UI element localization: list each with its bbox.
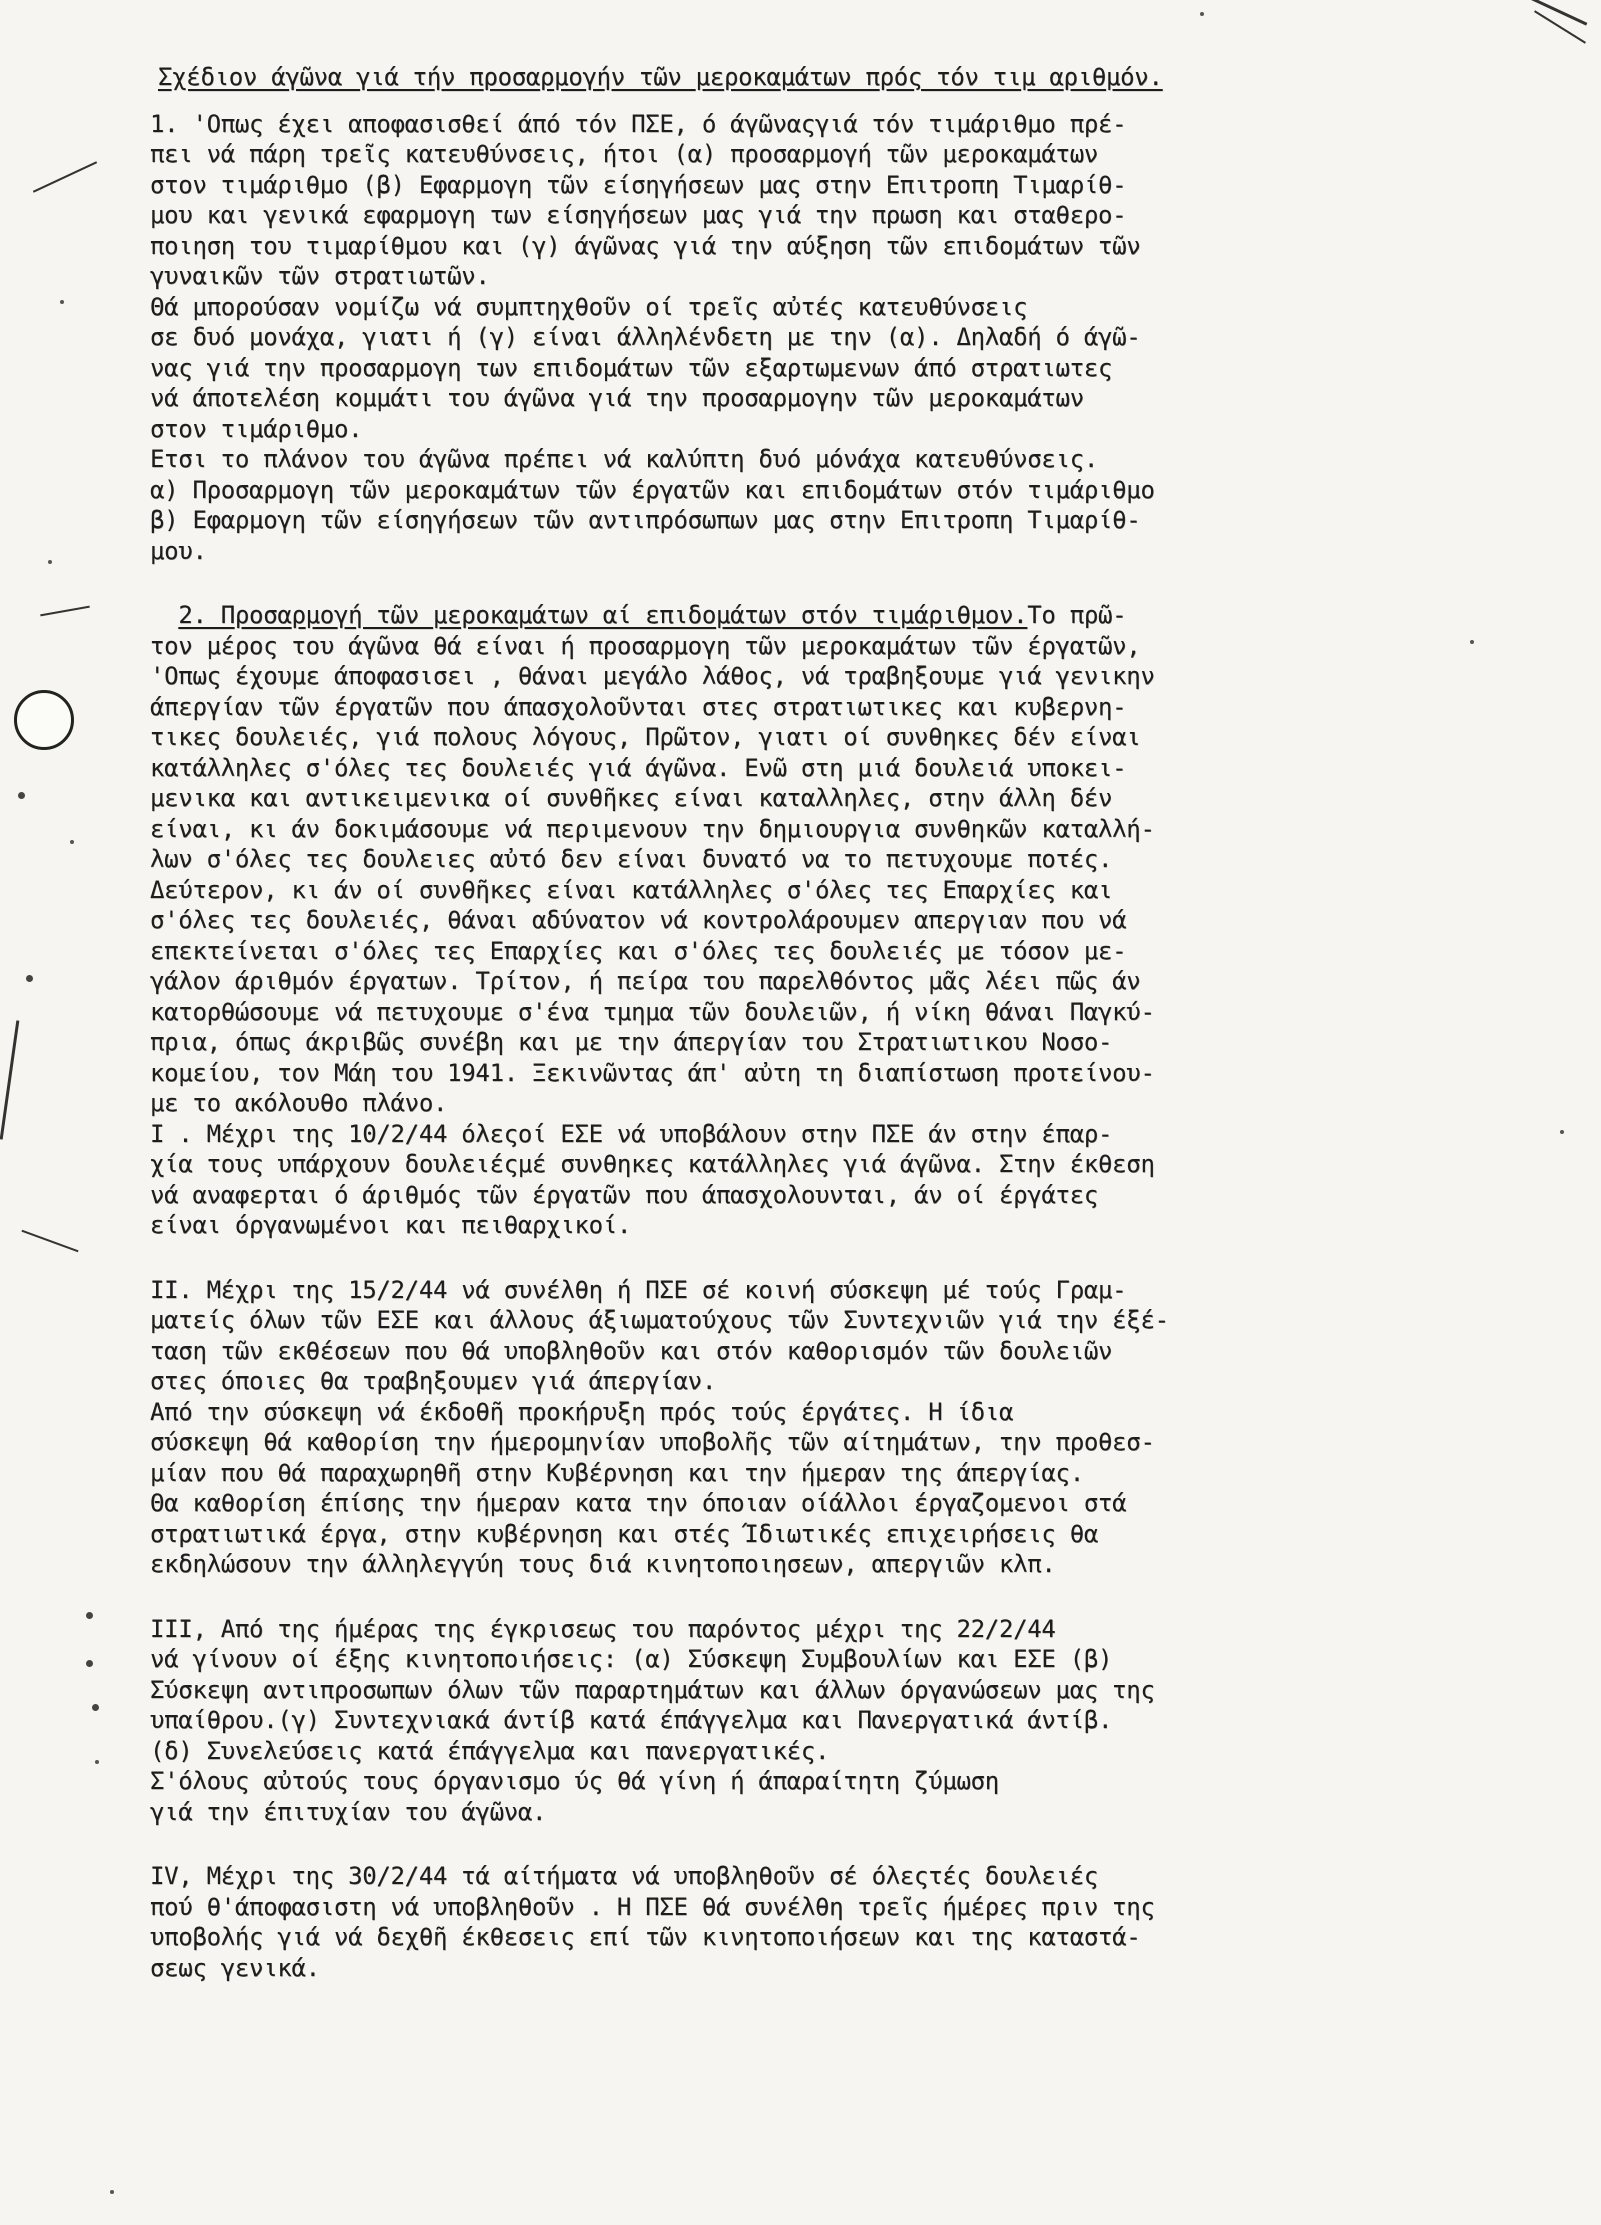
text-line: 'Οπως έχουμε άποφασισει , θάναι μεγάλο λάθος, νά τραβηξουμε γιά γενικην	[150, 662, 1155, 690]
margin-speck	[60, 300, 64, 304]
text-line: Από την σύσκεψη νά έκδοθῆ προκήρυξη πρός τούς έργάτες. Η ίδια	[150, 1397, 1014, 1426]
text-line: ποιηση του τιμαρίθμου και (γ) άγῶνας γιά την αύξηση τῶν επιδομάτων τῶν	[150, 231, 1141, 260]
text-line: πού θ'άποφασιστη νά υποβληθοῦν . Η ΠΣΕ θά συνέλθη τρεῖς ήμέρες πριν της	[150, 1892, 1155, 1921]
document-body	[150, 62, 1545, 1983]
text-line: 1. 'Οπως έχει αποφασισθεί άπό τόν ΠΣΕ, ό άγῶναςγιά τόν τιμάριθμο πρέ-	[150, 109, 1127, 138]
text-line: Θά μπορούσαν νομίζω νά συμπτηχθοῦν οί τρεῖς αὐτές κατευθύνσεις	[150, 292, 1028, 321]
text-line: σ'όλες τες δουλειές, θάναι αδύνατον νά κοντρολάρουμεν απεργιαν που νά	[150, 906, 1127, 934]
text-line: τον μέρος του άγῶνα θά είναι ή προσαρμογη τῶν μεροκαμάτων τῶν έργατῶν,	[150, 631, 1141, 660]
margin-speck	[48, 560, 52, 564]
punch-hole-mark	[14, 690, 74, 750]
text-line: (δ) Συνελεύσεις κατά έπάγγελμα και πανεργατικές.	[150, 1736, 830, 1765]
margin-stroke	[1534, 10, 1586, 43]
text-line: β) Εφαρμογη τῶν είσηγήσεων τῶν αντιπρόσωπων μας στην Επιτροπη Τιμαρίθ-	[150, 506, 1141, 534]
text-line: νά γίνουν οί έξης κινητοποιήσεις: (α) Σύσκεψη Συμβουλίων και ΕΣΕ (β)	[150, 1645, 1113, 1673]
text-line: σεως γενικά.	[150, 1953, 320, 1982]
text-line: σε δυό μονάχα, γιατι ή (γ) είναι άλληλένδετη με την (α). Δηλαδή ό άγῶ-	[150, 323, 1141, 351]
text-line: ταση τῶν εκθέσεων που θά υποβληθοῦν και στόν καθορισμόν τῶν δουλειῶν	[150, 1336, 1113, 1365]
margin-speck	[70, 840, 74, 844]
text-line: γυναικῶν τῶν στρατιωτῶν.	[150, 262, 490, 290]
text-line: μίαν που θά παραχωρηθῆ στην Κυβέρνηση και την ήμεραν της άπεργίας.	[150, 1458, 1084, 1487]
text-line: στρατιωτικά έργα, στην κυβέρνηση και στές Ίδιωτικές επιχειρήσεις θα	[150, 1519, 1098, 1548]
margin-dot	[26, 975, 33, 982]
text-line: εκδηλώσουν την άλληλεγγύη τους διά κινητοποιησεων, απεργιῶν κλπ.	[150, 1550, 1056, 1578]
section-1	[150, 109, 1545, 567]
margin-stroke	[40, 606, 90, 617]
text-line: γάλον άριθμόν έργατων. Τρίτον, ή πείρα του παρελθόντος μᾶς λέει πῶς άν	[150, 967, 1141, 995]
text-line: υποβολής γιά νά δεχθῆ έκθεσεις επί τῶν κινητοποιήσεων και της καταστά-	[150, 1923, 1141, 1951]
text-line: νά άποτελέση κομμάτι του άγῶνα γιά την προσαρμογην τῶν μεροκαμάτων	[150, 384, 1084, 412]
item-ii	[150, 1275, 1545, 1580]
text-line: επεκτείνεται σ'όλες τες Επαρχίες και σ'όλες τες δουλειές με τόσον με-	[150, 936, 1127, 965]
text-line: II. Μέχρι της 15/2/44 νά συνέλθη ή ΠΣΕ σέ κοινή σύσκεψη μέ τούς Γραμ-	[150, 1275, 1127, 1304]
text-line: μενικα και αντικειμενικα οί συνθῆκες είναι καταλληλες, στην άλλη δέν	[150, 784, 1113, 812]
text-line: νά αναφερται ό άριθμός τῶν έργατῶν που άπασχολουνται, άν οί έργάτες	[150, 1180, 1098, 1209]
margin-stroke	[21, 1230, 78, 1252]
text-line: Σύσκεψη αντιπροσωπων όλων τῶν παραρτημάτων και άλλων όργανώσεων μας της	[150, 1675, 1155, 1704]
margin-speck	[110, 2190, 114, 2194]
text-line: με το ακόλουθο πλάνο.	[150, 1089, 448, 1117]
text-line: τικες δουλειές, γιά πολους λόγους, Πρῶτον, γιατι οί συνθηκες δέν είναι	[150, 723, 1141, 751]
section-2	[150, 600, 1545, 1119]
text-line: στον τιμάριθμο.	[150, 414, 363, 443]
item-i	[150, 1119, 1545, 1241]
text-line: υπαίθρου.(γ) Συντεχνιακά άντίβ κατά έπάγγελμα και Πανεργατικά άντίβ.	[150, 1706, 1113, 1734]
margin-stroke	[33, 161, 97, 192]
text-line: είναι όργανωμένοι και πειθαρχικοί.	[150, 1211, 632, 1239]
item-iv	[150, 1861, 1545, 1983]
margin-dot	[18, 792, 25, 799]
text-line: είναι, κι άν δοκιμάσουμε νά περιμενουν την δημιουργια συνθηκῶν καταλλή-	[150, 814, 1155, 843]
text-line: I . Μέχρι της 10/2/44 όλεςοί ΕΣΕ νά υποβάλουν στην ΠΣΕ άν στην έπαρ-	[150, 1119, 1113, 1148]
text-line: στες όποιες θα τραβηξουμεν γιά άπεργίαν.	[150, 1367, 716, 1395]
margin-dot	[86, 1612, 93, 1619]
text-line: Δεύτερον, κι άν οί συνθῆκες είναι κατάλληλες σ'όλες τες Επαρχίες και	[150, 875, 1113, 904]
text-line: νας γιά την προσαρμογη των επιδομάτων τῶν εξαρτωμενων άπό στρατιωτες	[150, 353, 1113, 382]
text-line: III, Από της ήμέρας της έγκρισεως του παρόντος μέχρι της 22/2/44	[150, 1614, 1056, 1643]
text-line: σύσκεψη θά καθορίση την ήμερομηνίαν υποβολῆς τῶν αίτημάτων, την προθεσ-	[150, 1428, 1155, 1456]
text-line: γιά την έπιτυχίαν του άγῶνα.	[150, 1797, 547, 1826]
text-line: λων σ'όλες τες δουλειες αὐτό δεν είναι δυνατό να το πετυχουμε ποτές.	[150, 845, 1113, 873]
text-line: πει νά πάρη τρεῖς κατευθύνσεις, ήτοι (α) προσαρμογή τῶν μεροκαμάτων	[150, 140, 1098, 168]
margin-dot	[86, 1660, 93, 1667]
text-line: μου.	[150, 536, 207, 565]
text-line: μου και γενικά εφαρμογη των είσηγήσεων μας γιά την πρωση και σταθερο-	[150, 201, 1127, 229]
text-line: Σ'όλους αὐτούς τους όργανισμο ύς θά γίνη ή άπαραίτητη ζύμωση	[150, 1767, 999, 1795]
item-iii	[150, 1614, 1545, 1828]
text-line: IV, Μέχρι της 30/2/44 τά αίτήματα νά υποβληθοῦν σέ όλεςτές δουλειές	[150, 1862, 1098, 1890]
text-line: Ετσι το πλάνον του άγῶνα πρέπει νά καλύπτη δυό μόνάχα κατευθύνσεις.	[150, 445, 1098, 473]
text-line: χία τους υπάρχουν δουλειέςμέ συνθηκες κατάλληλες γιά άγῶνα. Στην έκθεση	[150, 1150, 1155, 1178]
text-line: α) Προσαρμογη τῶν μεροκαμάτων τῶν έργατῶν και επιδομάτων στόν τιμάριθμο	[150, 475, 1155, 504]
margin-speck	[1560, 1130, 1564, 1134]
margin-dot	[92, 1704, 99, 1711]
section-2-heading-tail: Το πρῶ-	[1027, 601, 1127, 629]
text-line: κομείου, τον Μάη του 1941. Ξεκινῶντας άπ' αὐτη τη διαπίστωση προτείνου-	[150, 1058, 1155, 1087]
section-2-heading: 2. Προσαρμογή τῶν μεροκαμάτων αί επιδομάτων στόν τιμάριθμον.	[178, 601, 1028, 629]
text-line: κατάλληλες σ'όλες τες δουλειές γιά άγῶνα. Ενῶ στη μιά δουλειά υποκει-	[150, 753, 1127, 782]
margin-speck	[95, 1760, 99, 1764]
document-title: Σχέδιον άγῶνα γιά τήν προσαρμογήν τῶν μεροκαμάτων πρός τόν τιμ αριθμόν.	[158, 63, 1163, 91]
text-line: κατορθώσουμε νά πετυχουμε σ'ένα τμημα τῶν δουλειῶν, ή νίκη θάναι Παγκύ-	[150, 997, 1155, 1026]
text-line: άπεργίαν τῶν έργατῶν που άπασχολοῦνται στες στρατιωτικες και κυβερνη-	[150, 692, 1127, 721]
text-line: πρια, όπως άκριβῶς συνέβη και με την άπεργίαν του Στρατιωτικου Νοσο-	[150, 1028, 1113, 1056]
text-line: ματείς όλων τῶν ΕΣΕ και άλλους άξιωματούχους τῶν Συντεχνιῶν γιά την έξέ-	[150, 1306, 1169, 1334]
text-line: Θα καθορίση έπίσης την ήμεραν κατα την όποιαν οίάλλοι έργαζομενοι στά	[150, 1489, 1127, 1517]
section-2-heading-line	[150, 600, 1545, 631]
margin-speck	[1200, 12, 1204, 16]
text-line: στον τιμάριθμο (β) Εφαρμογη τῶν είσηγήσεων μας στην Επιτροπη Τιμαρίθ-	[150, 170, 1127, 199]
margin-stroke	[0, 1020, 19, 1139]
